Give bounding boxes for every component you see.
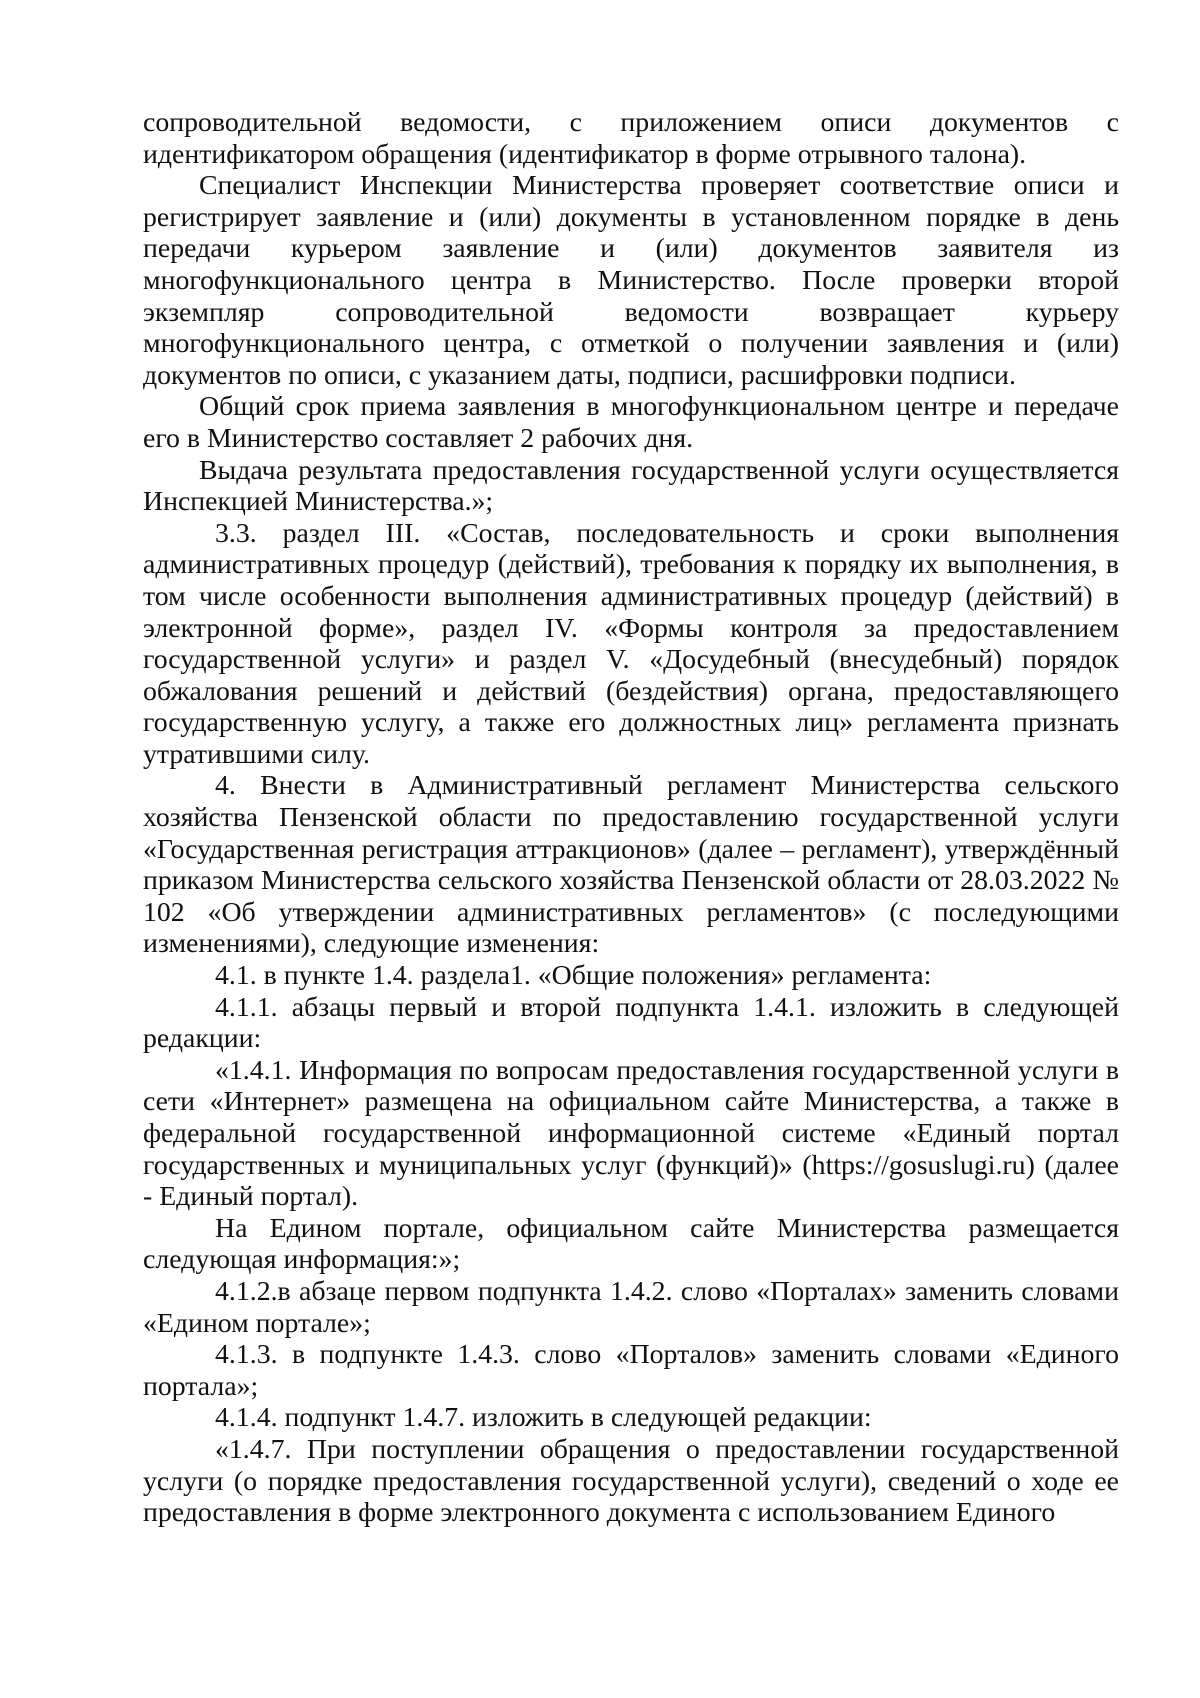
paragraph-4-1-4: 4.1.4. подпункт 1.4.7. изложить в следующей редакции: (215, 1402, 872, 1434)
paragraph-4-1: 4.1. в пункте 1.4. раздела1. «Общие положения» регламента: (215, 960, 932, 992)
paragraph-4: 4. Внести в Административный регламент Министерства сельского хозяйства Пензенской области по предоставлению государственной услуги «Государственная регистрация аттракционов» (далее – регламент), утверждённый приказом Министерства сельского хозяйства Пензенской области от 28.03.2022 № 102 «Об утверждении административных регламентов» (с последующими изменениями), следующие изменения: (143, 770, 1119, 960)
paragraph-quote-1-4-7: «1.4.7. При поступлении обращения о предоставлении государственной услуги (о порядке предоставления государственной услуги), сведений о ходе ее предоставления в форме электронного документа с использованием Единого (143, 1433, 1119, 1529)
paragraph-general-term: Общий срок приема заявления в многофункциональном центре и передаче его в Министерство составляет 2 рабочих дня. (143, 391, 1119, 454)
paragraph-quote-1-4-1: «1.4.1. Информация по вопросам предоставления государственной услуги в сети «Интернет» размещена на официальном сайте Министерства, а также в федеральной государственной информационной системе «Единый портал государственных и муниципальных услуг (функций)» (https://gosuslugi.ru) (далее - Единый портал). (143, 1054, 1119, 1213)
paragraph-4-1-3: 4.1.3. в подпункте 1.4.3. слово «Порталов» заменить словами «Единого портала»; (143, 1339, 1119, 1402)
paragraph-4-1-2: 4.1.2.в абзаце первом подпункта 1.4.2. слово «Порталах» заменить словами «Едином портале»; (143, 1275, 1119, 1339)
document-body (143, 107, 1119, 1529)
paragraph-result-issuance: Выдача результата предоставления государственной услуги осуществляется Инспекцией Министерства.»; (143, 454, 1119, 518)
paragraph-3-3: 3.3. раздел III. «Состав, последовательность и сроки выполнения административных процедур (действий), требования к порядку их выполнения, в том числе особенности выполнения административных процедур (действий) в электронной форме», раздел IV. «Формы контроля за предоставлением государственной услуги» и раздел V. «Досудебный (внесудебный) порядок обжалования решений и действий (бездействия) органа, предоставляющего государственную услугу, а также его должностных лиц» регламента признать утратившими силу. (143, 517, 1119, 770)
paragraph-4-1-1: 4.1.1. абзацы первый и второй подпункта 1.4.1. изложить в следующей редакции: (143, 991, 1119, 1055)
paragraph-continuation: сопроводительной ведомости, с приложением описи документов с идентификатором обращения (идентификатор в форме отрывного талона). (143, 107, 1119, 170)
paragraph-unified-portal: На Едином портале, официальном сайте Министерства размещается следующая информация:»; (143, 1212, 1119, 1276)
paragraph-inspection-specialist: Специалист Инспекции Министерства проверяет соответствие описи и регистрирует заявление и (или) документы в установленном порядке в день передачи курьером заявление и (или) документов заявителя из многофункционального центра в Министерство. После проверки второй экземпляр сопроводительной ведомости возвращает курьеру многофункционального центра, с отметкой о получении заявления и (или) документов по описи, с указанием даты, подписи, расшифровки подписи. (143, 170, 1119, 391)
